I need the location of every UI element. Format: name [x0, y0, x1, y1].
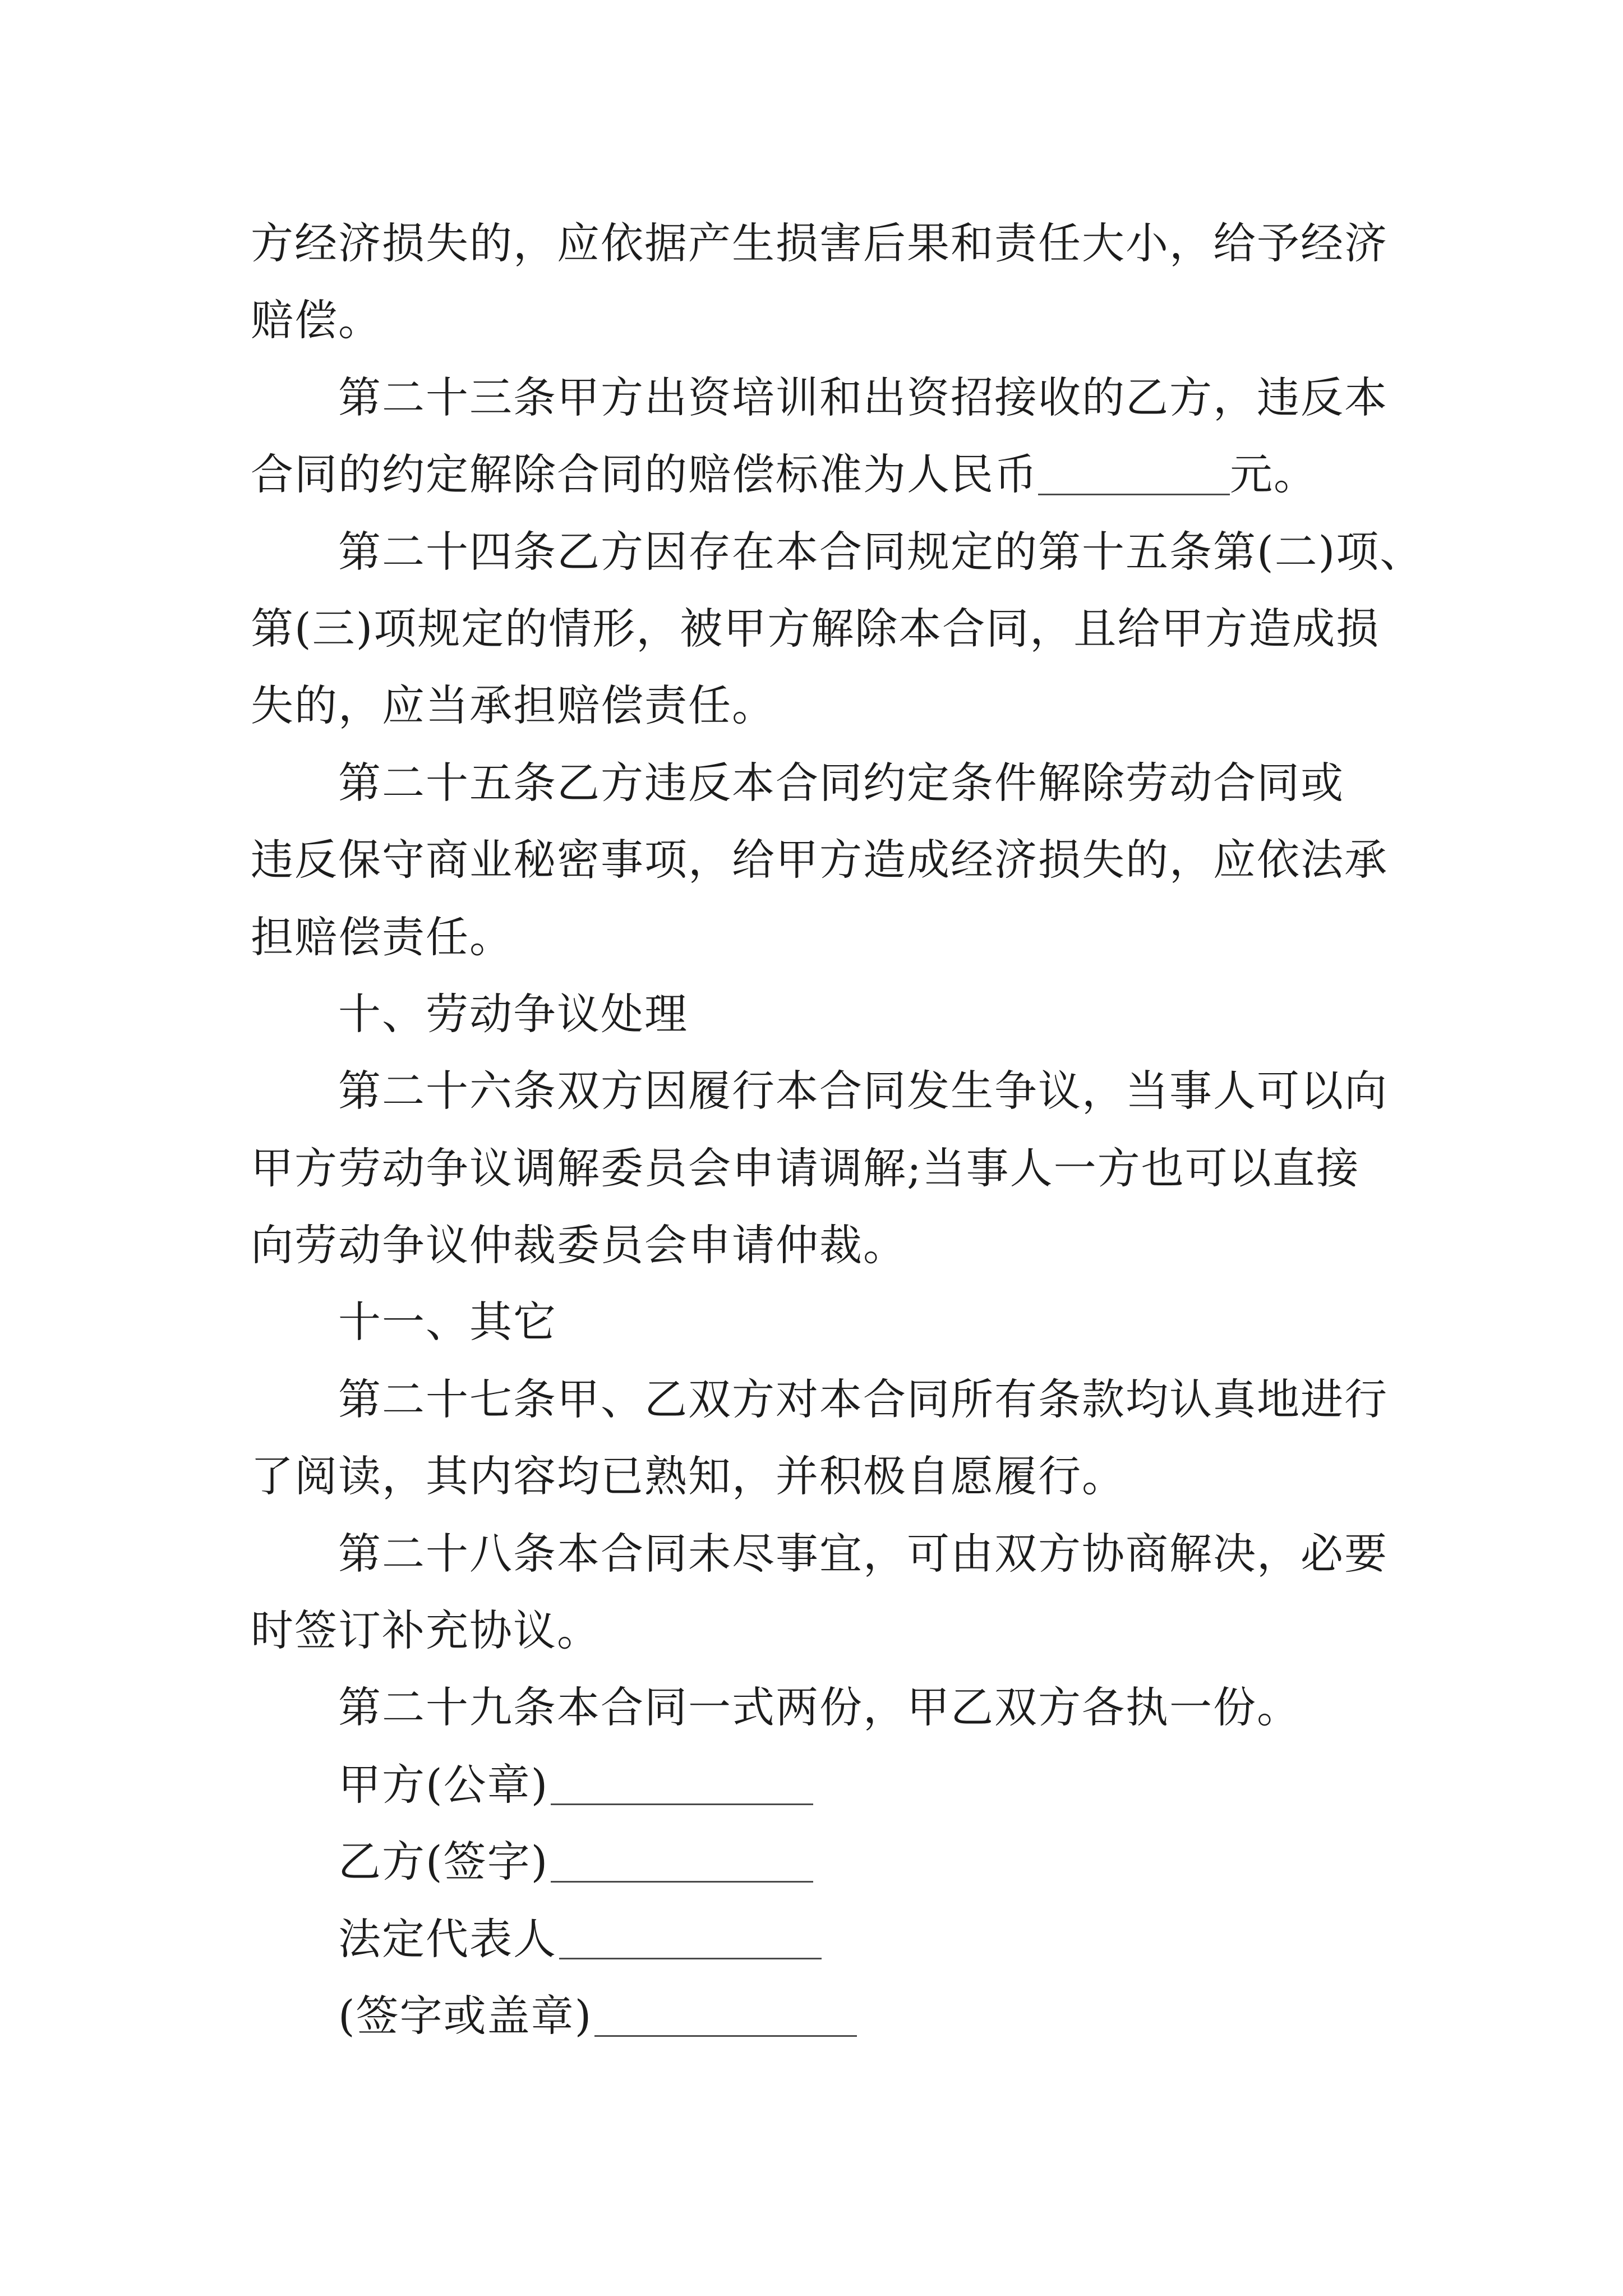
signature-blank — [551, 1803, 813, 1805]
signature-row-party-a — [251, 1746, 1395, 1823]
paragraph-line: 甲方劳动争议调解委员会申请调解;当事人一方也可以直接 — [251, 1143, 1360, 1193]
paragraph-line — [251, 436, 1395, 513]
signature-row-party-b — [251, 1823, 1395, 1900]
signature-label: 甲方(公章) — [338, 1759, 549, 1810]
signature-block — [251, 1746, 1395, 2055]
article-25 — [251, 744, 1395, 976]
signature-blank — [594, 2035, 857, 2037]
article-22-continuation — [251, 205, 1395, 359]
compensation-amount-blank — [1038, 493, 1230, 495]
paragraph-line: 违反保守商业秘密事项，给甲方造成经济损失的，应依法承 — [251, 835, 1388, 885]
signature-label: (签字或盖章) — [338, 1990, 593, 2041]
signature-row-sign-or-seal — [251, 1977, 1395, 2054]
article-24 — [251, 513, 1424, 744]
paragraph-line: 方经济损失的，应依据产生损害后果和责任大小，给予经济 — [251, 218, 1388, 268]
paragraph-line: 第二十六条双方因履行本合同发生争议，当事人可以向 — [338, 1066, 1388, 1116]
article-27 — [251, 1361, 1395, 1515]
signature-label: 法定代表人 — [338, 1913, 557, 1964]
currency-unit: 元。 — [1230, 449, 1317, 500]
paragraph-line: 第二十九条本合同一式两份，甲乙双方各执一份。 — [338, 1682, 1301, 1733]
paragraph-line: 第(三)项规定的情形，被甲方解除本合同，且给甲方造成损 — [251, 603, 1380, 654]
section-heading-labor-dispute: 十、劳动争议处理 — [338, 988, 688, 1039]
paragraph-line: 第二十七条甲、乙双方对本合同所有条款均认真地进行 — [338, 1374, 1388, 1424]
article-26 — [251, 1052, 1395, 1283]
paragraph-line: 第二十四条乙方因存在本合同规定的第十五条第(二)项、 — [338, 526, 1424, 577]
paragraph-line: 赔偿。 — [251, 295, 382, 346]
document-page — [251, 205, 1424, 2054]
paragraph-line: 时签订补充协议。 — [251, 1605, 601, 1656]
signature-row-legal-representative — [251, 1901, 1395, 1977]
paragraph-line: 失的，应当承担赔偿责任。 — [251, 680, 776, 731]
paragraph-line: 第二十五条乙方违反本合同约定条件解除劳动合同或 — [338, 757, 1344, 808]
paragraph-line: 第二十三条甲方出资培训和出资招接收的乙方，违反本 — [338, 372, 1388, 422]
paragraph-line: 向劳动争议仲裁委员会申请仲裁。 — [251, 1220, 907, 1271]
section-heading-other: 十一、其它 — [338, 1297, 557, 1347]
article-29 — [251, 1669, 1395, 1746]
signature-blank — [559, 1957, 822, 1959]
paragraph-line: 担赔偿责任。 — [251, 912, 513, 962]
paragraph-line-text: 合同的约定解除合同的赔偿标准为人民币 — [251, 449, 1038, 500]
article-23 — [251, 359, 1395, 513]
paragraph-line: 第二十八条本合同未尽事宜，可由双方协商解决，必要 — [338, 1528, 1388, 1579]
signature-blank — [551, 1880, 813, 1883]
signature-label: 乙方(签字) — [338, 1837, 549, 1887]
article-28 — [251, 1515, 1395, 1669]
paragraph-line: 了阅读，其内容均已熟知，并积极自愿履行。 — [251, 1451, 1126, 1502]
